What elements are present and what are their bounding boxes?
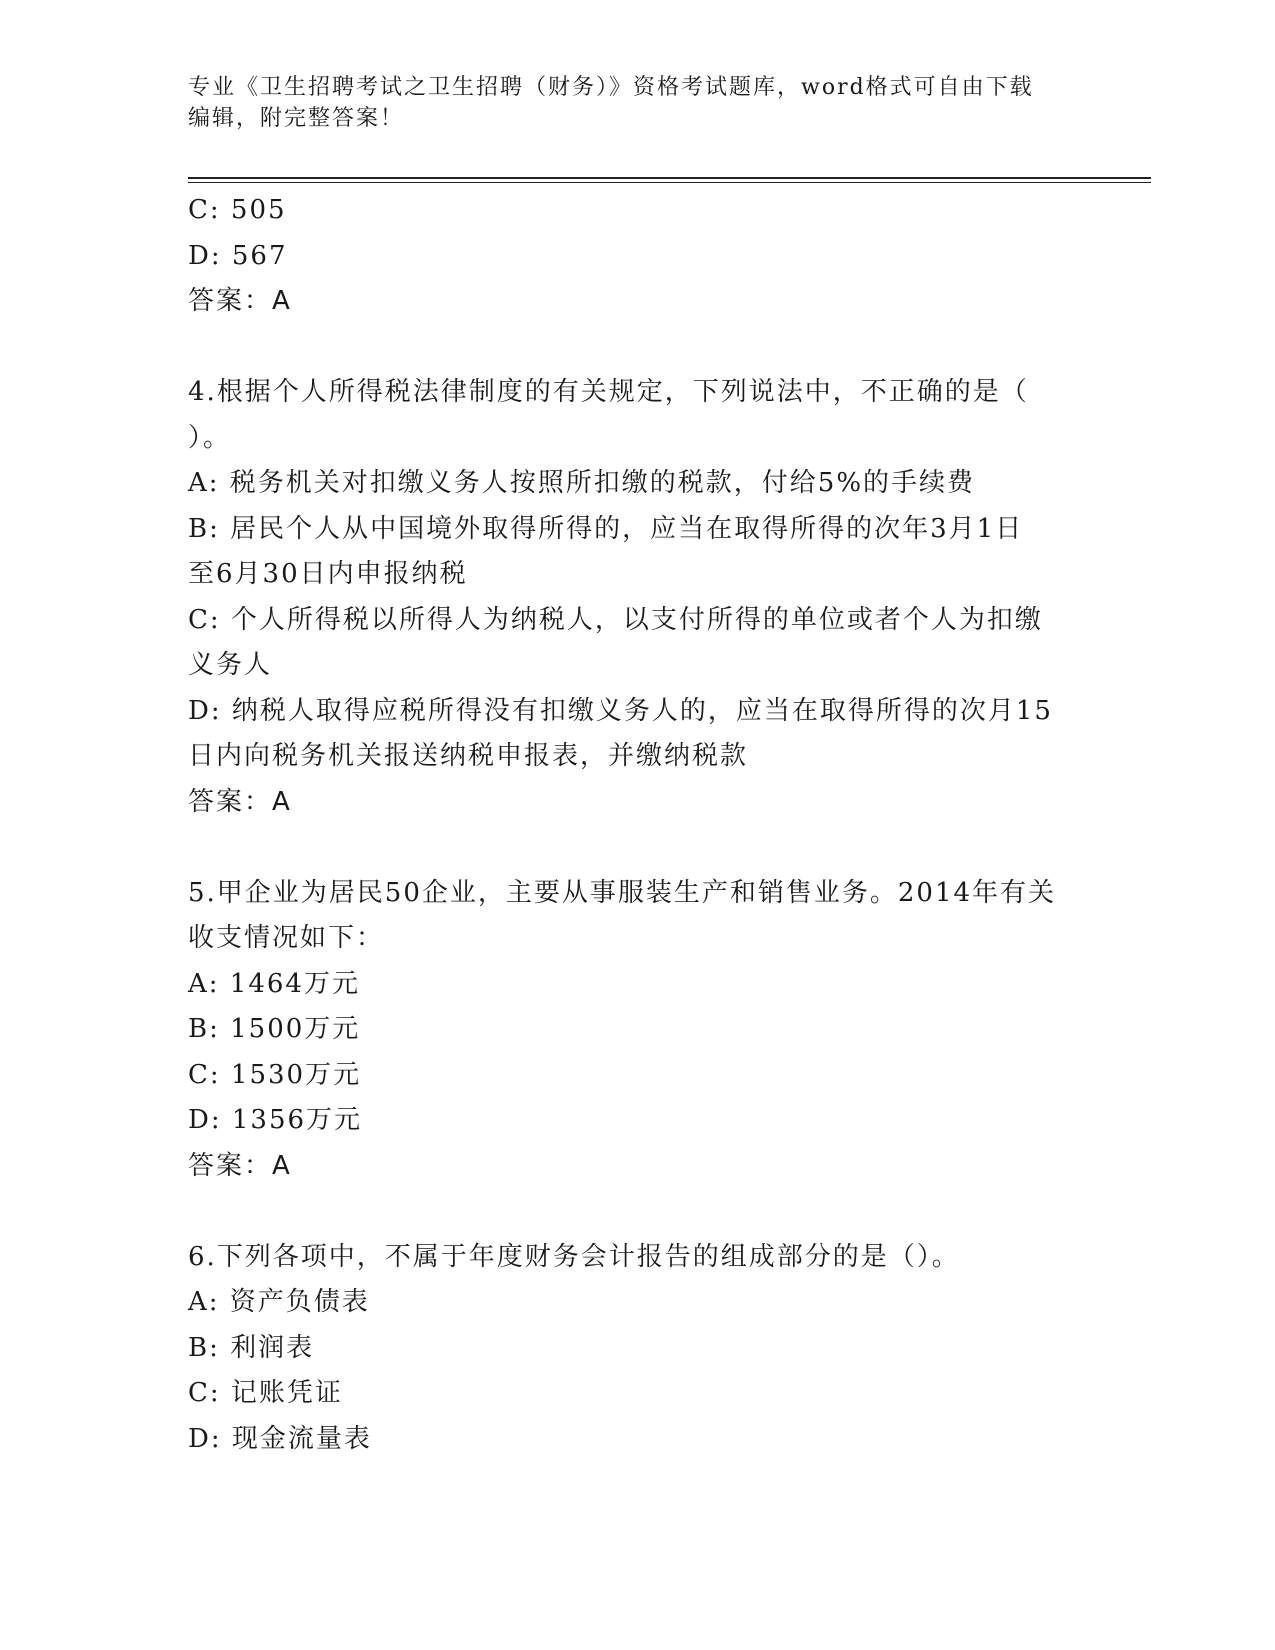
question-6: [188, 1235, 1088, 1463]
option-b: B: 居民个人从中国境外取得所得的，应当在取得所得的次年3月1日: [188, 513, 1024, 544]
question-stem: 5.甲企业为居民50企业，主要从事服装生产和销售业务。2014年有关: [188, 877, 1057, 908]
question-5: [188, 871, 1088, 1190]
option-c: C: 个人所得税以所得人为纳税人，以支付所得的单位或者个人为扣缴: [188, 604, 1043, 635]
question-stem: 4.根据个人所得税法律制度的有关规定，下列说法中，不正确的是（: [188, 377, 1029, 407]
answer-line: 答案：A: [188, 286, 292, 316]
question-stem: 6.下列各项中，不属于年度财务会计报告的组成部分的是（）。: [188, 1241, 960, 1272]
option-d: D: 567: [188, 240, 288, 271]
option-c-cont: 义务人: [188, 650, 273, 680]
spacer: [188, 1189, 1088, 1235]
header-divider-thick: [188, 177, 1151, 179]
answer-line: 答案：A: [188, 1150, 292, 1181]
document-header: [188, 72, 1088, 134]
question-list: [188, 188, 1088, 1462]
question-stem-cont: 收支情况如下：: [188, 923, 385, 953]
header-line-1: 专业《卫生招聘考试之卫生招聘（财务）》资格考试题库，word格式可自由下载: [188, 75, 1034, 100]
option-c: C: 记账凭证: [188, 1378, 343, 1408]
option-a: A: 1464万元: [188, 968, 360, 999]
option-d: D: 1356万元: [188, 1105, 363, 1135]
option-a: A: 资产负债表: [188, 1287, 370, 1317]
spacer: [188, 825, 1088, 871]
question-3-tail: [188, 188, 1088, 325]
option-d: D: 纳税人取得应税所得没有扣缴义务人的，应当在取得所得的次月15: [188, 695, 1053, 726]
question-stem-cont: ）。: [188, 422, 232, 453]
header-line-2: 编辑，附完整答案！: [188, 106, 405, 131]
option-c: C: 1530万元: [188, 1059, 362, 1090]
spacer: [188, 325, 1088, 371]
option-b: B: 利润表: [188, 1332, 315, 1363]
answer-line: 答案：A: [188, 786, 292, 817]
option-b: B: 1500万元: [188, 1014, 361, 1044]
option-d: D: 现金流量表: [188, 1423, 372, 1454]
option-d-cont: 日内向税务机关报送纳税申报表，并缴纳税款: [188, 741, 749, 771]
question-4: [188, 370, 1088, 825]
option-a: A: 税务机关对扣缴义务人按照所扣缴的税款，付给5%的手续费: [188, 468, 976, 498]
option-b-cont: 至6月30日内申报纳税: [188, 559, 468, 589]
header-divider-thin: [188, 182, 1151, 183]
option-c: C: 505: [188, 195, 287, 225]
